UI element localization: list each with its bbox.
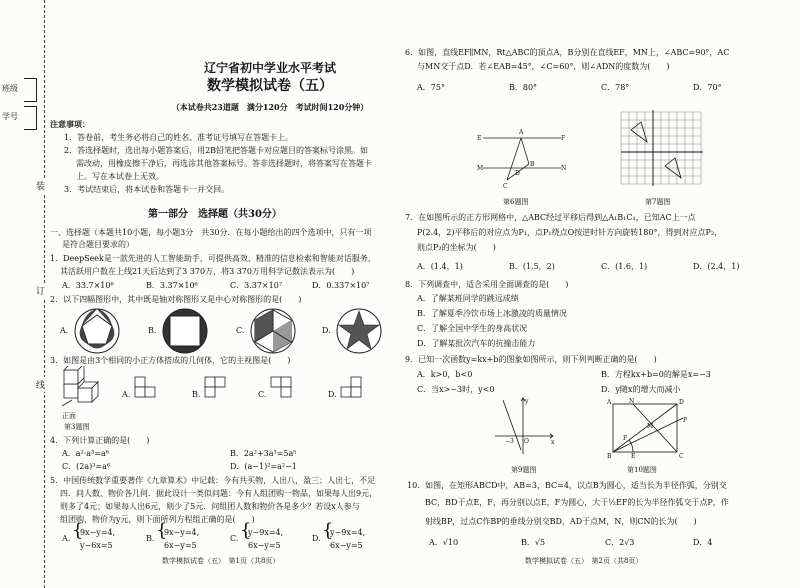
notes-line: 3．考试结束后，将本试卷和答题卡一并交回。 <box>64 185 230 194</box>
q2-stem: 2．以下四幅图形中，其中既是轴对称图形又是中心对称图形的是( ) <box>50 295 302 304</box>
svg-text:D: D <box>515 170 520 177</box>
class-field-label: 班级 <box>2 84 18 93</box>
q8-option-d: D．了解某批次汽车的抗撞击能力 <box>417 339 536 348</box>
q2-figure-a <box>72 306 122 356</box>
class-field <box>2 76 24 102</box>
exam-title: 辽宁省初中学业水平考试 <box>203 61 336 75</box>
q7-grid-figure <box>617 108 707 192</box>
q9-option-c: C．当x>−3时，y<0 <box>417 385 495 394</box>
svg-text:C: C <box>679 453 684 460</box>
q5-stem: 则多了4元；如果每人出6元，则少了5元．问组团人数和物价各是多少？若设x人参与 <box>60 502 360 511</box>
q1-stem: 1．DeepSeek是一款先进的人工智能助手，可提供高效、精准的信息检索和智能对话服务， <box>50 254 376 263</box>
q3-solid-figure <box>60 366 116 410</box>
q6-figure-label: 第6题图 <box>503 198 529 206</box>
q10-stem: BC，BD于点E，F，再分别以点E，F为圆心，大于½EF的长为半径作弧交于点P，作 <box>425 498 729 507</box>
svg-text:B: B <box>607 453 612 460</box>
q5-stem: 组团购，物价为y元，则下面所列方程组正确的是( ) <box>60 515 255 524</box>
q5-option-a: A. <box>62 534 71 543</box>
part1-intro: 一、选择题（本题共10小题，每小题3分 共30分．在每小题给出的四个选项中，只有一项 <box>50 228 372 237</box>
binding-char-ding: 订 <box>36 283 45 298</box>
q3-view-d <box>340 376 372 404</box>
q5-option-a-eq2: y−6x=5 <box>80 541 113 550</box>
notes-line: 1．答卷前，考生务必将自己的姓名、准考证号填写在答题卡上。 <box>64 133 294 142</box>
q9-figure-label: 第9题图 <box>511 466 537 474</box>
svg-text:N: N <box>629 398 635 405</box>
svg-text:D: D <box>679 399 684 406</box>
q3-option-c: C. <box>258 390 267 399</box>
q9-option-a: A．k>0，b<0 <box>417 370 473 379</box>
q3-figure-label: 第3题图 <box>64 423 90 431</box>
q7-stem: 7．在如图所示的正方形网格中，△ABC经过平移后得到△A₁B₁C₁，已知AC上一点 <box>405 213 696 222</box>
q5-option-b: B. <box>146 534 155 543</box>
svg-text:A: A <box>607 399 612 406</box>
q1-option-a: A．33.7×10⁶ <box>62 281 114 290</box>
q4-stem: 4．下列计算正确的是( ) <box>50 436 150 445</box>
q10-option-a: A．√10 <box>429 538 459 547</box>
q5-option-c-eq1: y−9x=4, <box>248 528 284 537</box>
q6-figure <box>477 118 567 190</box>
q1-stem: 其活跃用户数在上线21天后达到了3 370万，将3 370万用科学记数法表示为( ) <box>60 267 355 276</box>
q10-stem: 10．如图，在矩形ABCD中，AB=3，BC=4，以点B为圆心，适当长为半径作弧，分别交 <box>407 481 727 490</box>
svg-text:C: C <box>503 183 508 190</box>
q2-figure-d <box>334 306 384 356</box>
q9-option-b: B．方程kx+b=0的解是x=−3 <box>601 370 711 379</box>
q5-option-a-eq1: 9x−y=4, <box>80 528 116 537</box>
q5-option-d-eq1: y−9x=4, <box>330 528 366 537</box>
q4-option-c: C．(2a)³=a⁶ <box>62 462 111 471</box>
q10-stem: 射线BP，过点C作BP的垂线分别交BD，AD于点M，N，则CN的长为( ) <box>425 517 697 526</box>
q10-option-b: B．√5 <box>521 538 546 547</box>
q6-option-d: D．70° <box>693 83 722 92</box>
q8-option-a: A．了解某班同学的跳远成绩 <box>417 294 519 303</box>
footer-page-2: 数学模拟试卷（五） 第2页（共8页） <box>525 557 643 565</box>
q5-stem: 5．中国传统数学重要著作《九章算术》中记载：今有共买物，人出八，盈三；人出七，不足 <box>50 476 376 485</box>
q9-function-graph <box>493 396 557 456</box>
q8-option-c: C．了解全国中学生的身高状况 <box>417 324 528 333</box>
binding-char-zhuang: 装 <box>36 178 45 193</box>
q6-stem: 6．如图，直线EF∥MN，Rt△ABC的顶点A，B分别在直线EF，MN上，∠ABC=90°，AC <box>405 48 730 57</box>
q6-option-b: B．80° <box>509 83 538 92</box>
svg-text:x: x <box>551 439 555 446</box>
student-id-label: 学号 <box>2 112 18 121</box>
q4-option-d: D．(a−1)²=a²−1 <box>230 462 297 471</box>
q6-option-c: C．78° <box>601 83 630 92</box>
svg-text:F: F <box>561 135 566 142</box>
q1-option-b: B．3.37×10⁶ <box>146 281 198 290</box>
q4-option-a: A．a²·a³=a⁶ <box>62 449 109 458</box>
svg-text:−3: −3 <box>505 438 514 445</box>
exam-sheet: 班级 学号 装 订 线 辽宁省初中学业水平考试 数学模拟试卷（五） （本试卷共23道题 满分120分 考试时间120分钟） 注意事项： 1．答卷前，考生务必将自己的姓名、准考证号填写在答题卡上。 2．答选择题时，选出每小题答案后，用2B铅笔把答题卡对应题目的答案标号涂黑。如 需改动，用橡皮擦干净后，再选涂其他答案标号。答非选择题时，将答案写在答题卡 上。写在本试卷上无效。 3．考试结束后，将本试卷和答题卡一并交回。 第一部分 选择题（共30分） 一、选择题（本题共10小题，每小题3分 共30分．在每小题给出的四个选项中，只有一项 是符合题目要求的） 1．DeepSeek是一款先进的人工智能助手，可提供高效、精准的信息检索和智能对话服务， 其活跃用户数在上线21天后达到了3 370万，将3 370万用科学记数法表示为( ) A．33.7×10⁶ B．3.37×10⁶ C．3.37×10⁷ D．0.337×10⁷ 2．以下四幅图形中，其中既是轴对称图形又是中心对称图形的是( ) A. B. C. D. 3．如图是由3个相同的小正方体搭成的几何体，它的主视图是( ) 正面 A. B. C. D. 第3题图 4．下列计算正确的是( ) A．a²·a³=a⁶ B．2a²+3a³=5a⁵ C．(2a)³=a⁶ D．(a−1)²=a²−1 5．中国传统数学重要著作《九章算术》中记载：今有共买物，人出八，盈三；人出七，不足 四．问人数、物价各几何．据此设计一类似问题：今有人组团购一物品，如果每人出9元， 则多了4元；如果每人出6元，则少了5元．问组团人数和物价各是多少？若设x人参与 组团购，物价为y元，则下面所列方程组正确的是( ) A. { 9x−y=4, y−6x=5 B. { 9x−y=4, 6x−y=5 C. { y−9x=4, 6x−y=5 D. { y−9x=4, 6x−y=5 数学模拟试卷（五） 第1页（共8页） 6．如图，直线EF∥MN，Rt△ABC的顶点A，B分别在直线EF，MN上，∠ABC=90°，AC 与MN交于点D．若∠EAB=45°，∠C=60°，则∠ADN的度数为( ) A．75° B．80° C．78° D．70° E F M N A C B D 第6题图 第7题图 7．在如图所示的正方形网格中，△ABC经过平移后得到△A₁B₁C₁，已知AC上一点 P(2.4，2)平移后的对应点为P₁，点P₁绕点O按逆时针方向旋转180°，得到对应点P₂， 则点P₂的坐标为( ) A．(1.4，1) B．(1.5，2) C．(1.6，1) D．(2.4，1) 8．下列调查中，适合采用全面调查的是( ) A．了解某班同学的跳远成绩 B．了解夏季冷饮市场上冰激凌的质量情况 C．了解全国中学生的身高状况 D．了解某批次汽车的抗撞击能力 9．已知一次函数y=kx+b的图象如图所示，则下列判断正确的是( ) A．k>0，b<0 B．方程kx+b=0的解是x=−3 C．当x>−3时，y<0 D．y随x的增大而减小 −3 O x y 第9题图 A N D B C E F P M 第10题图 10．如图，在矩形ABCD中，AB=3，BC=4，以点B为圆心，适当长为半径作弧，分别交 BC，BD于点E，F，再分别以点E，F为圆心，大于½EF的长为半径作弧交于点P，作 射线BP，过点C作BP的垂线分别交BD，AD于点M，N，则CN的长为( ) A．√10 B．√5 C．2√3 D．4 数学模拟试卷（五） 第2页（共8页） <box>0 0 800 588</box>
exam-info: （本试卷共23道题 满分120分 考试时间120分钟） <box>171 102 369 112</box>
notes-line: 上。写在本试卷上无效。 <box>76 172 164 181</box>
q2-option-b: B. <box>148 326 157 335</box>
svg-text:E: E <box>631 453 636 460</box>
q3-option-d: D. <box>328 390 337 399</box>
notes-title: 注意事项： <box>50 119 90 129</box>
q5-option-d-eq2: 6x−y=5 <box>330 541 363 550</box>
svg-text:M: M <box>647 423 654 430</box>
binding-strip <box>0 0 45 588</box>
svg-text:B: B <box>530 161 535 168</box>
q10-option-d: D．4 <box>693 538 713 547</box>
q8-stem: 8．下列调查中，适合采用全面调查的是( ) <box>405 280 569 289</box>
svg-text:A: A <box>519 129 524 136</box>
q2-figure-b <box>160 306 210 356</box>
q6-option-a: A．75° <box>417 83 445 92</box>
q2-figure-c <box>248 306 298 356</box>
svg-text:P: P <box>683 417 687 424</box>
q7-option-b: B．(1.5，2) <box>509 262 555 271</box>
q7-option-c: C．(1.6，1) <box>601 262 648 271</box>
q5-option-c: C. <box>230 534 239 543</box>
q3-stem: 3．如图是由3个相同的小正方体搭成的几何体，它的主视图是( ) <box>50 356 291 365</box>
q5-option-d: D. <box>312 534 321 543</box>
q3-option-a: A. <box>122 390 131 399</box>
q5-option-c-eq2: 6x−y=5 <box>248 541 281 550</box>
q2-option-c: C. <box>236 326 245 335</box>
q3-view-a <box>134 376 156 404</box>
q3-view-b <box>204 376 226 404</box>
q7-figure-label: 第7题图 <box>645 198 671 206</box>
q2-option-d: D. <box>322 326 331 335</box>
student-id-field <box>2 104 24 130</box>
q7-option-d: D．(2.4，1) <box>693 262 740 271</box>
q3-front-label: 正面 <box>62 412 76 420</box>
q7-stem: 则点P₂的坐标为( ) <box>417 243 496 252</box>
q10-rectangle-figure <box>603 398 687 460</box>
svg-text:M: M <box>477 165 484 172</box>
notes-line: 2．答选择题时，选出每小题答案后，用2B铅笔把答题卡对应题目的答案标号涂黑。如 <box>64 146 369 155</box>
q8-option-b: B．了解夏季冷饮市场上冰激凌的质量情况 <box>417 309 567 318</box>
svg-text:E: E <box>477 135 482 142</box>
q9-stem: 9．已知一次函数y=kx+b的图象如图所示，则下列判断正确的是( ) <box>405 355 657 364</box>
q3-view-c <box>270 376 302 404</box>
q10-option-c: C．2√3 <box>605 538 635 547</box>
q4-option-b: B．2a²+3a³=5a⁵ <box>230 449 297 458</box>
q3-option-b: B. <box>192 390 201 399</box>
svg-text:y: y <box>525 398 529 405</box>
exam-subject-title: 数学模拟试卷（五） <box>207 78 333 94</box>
q5-option-b-eq2: 6x−y=5 <box>164 541 197 550</box>
q5-stem: 四．问人数、物价各几何．据此设计一类似问题：今有人组团购一物品，如果每人出9元， <box>60 489 378 498</box>
q2-option-a: A. <box>60 326 69 335</box>
q7-stem: P(2.4，2)平移后的对应点为P₁，点P₁绕点O按逆时针方向旋转180°，得到对应点P₂， <box>417 228 723 237</box>
q7-option-a: A．(1.4，1) <box>417 262 463 271</box>
svg-text:O: O <box>524 438 529 445</box>
q10-figure-label: 第10题图 <box>627 466 657 474</box>
part1-title: 第一部分 选择题（共30分） <box>148 209 282 220</box>
q6-stem: 与MN交于点D．若∠EAB=45°，∠C=60°，则∠ADN的度数为( ) <box>417 62 670 71</box>
q5-option-b-eq1: 9x−y=4, <box>164 528 200 537</box>
part1-intro: 是符合题目要求的） <box>62 240 134 249</box>
svg-text:F: F <box>623 435 628 442</box>
q1-option-c: C．3.37×10⁷ <box>230 281 283 290</box>
svg-text:N: N <box>561 165 567 172</box>
q9-option-d: D．y随x的增大而减小 <box>601 385 681 394</box>
q1-option-d: D．0.337×10⁷ <box>312 281 370 290</box>
binding-char-xian: 线 <box>36 377 45 392</box>
notes-line: 需改动，用橡皮擦干净后，再选涂其他答案标号。答非选择题时，将答案写在答题卡 <box>76 159 372 168</box>
footer-page-1: 数学模拟试卷（五） 第1页（共8页） <box>162 557 280 565</box>
